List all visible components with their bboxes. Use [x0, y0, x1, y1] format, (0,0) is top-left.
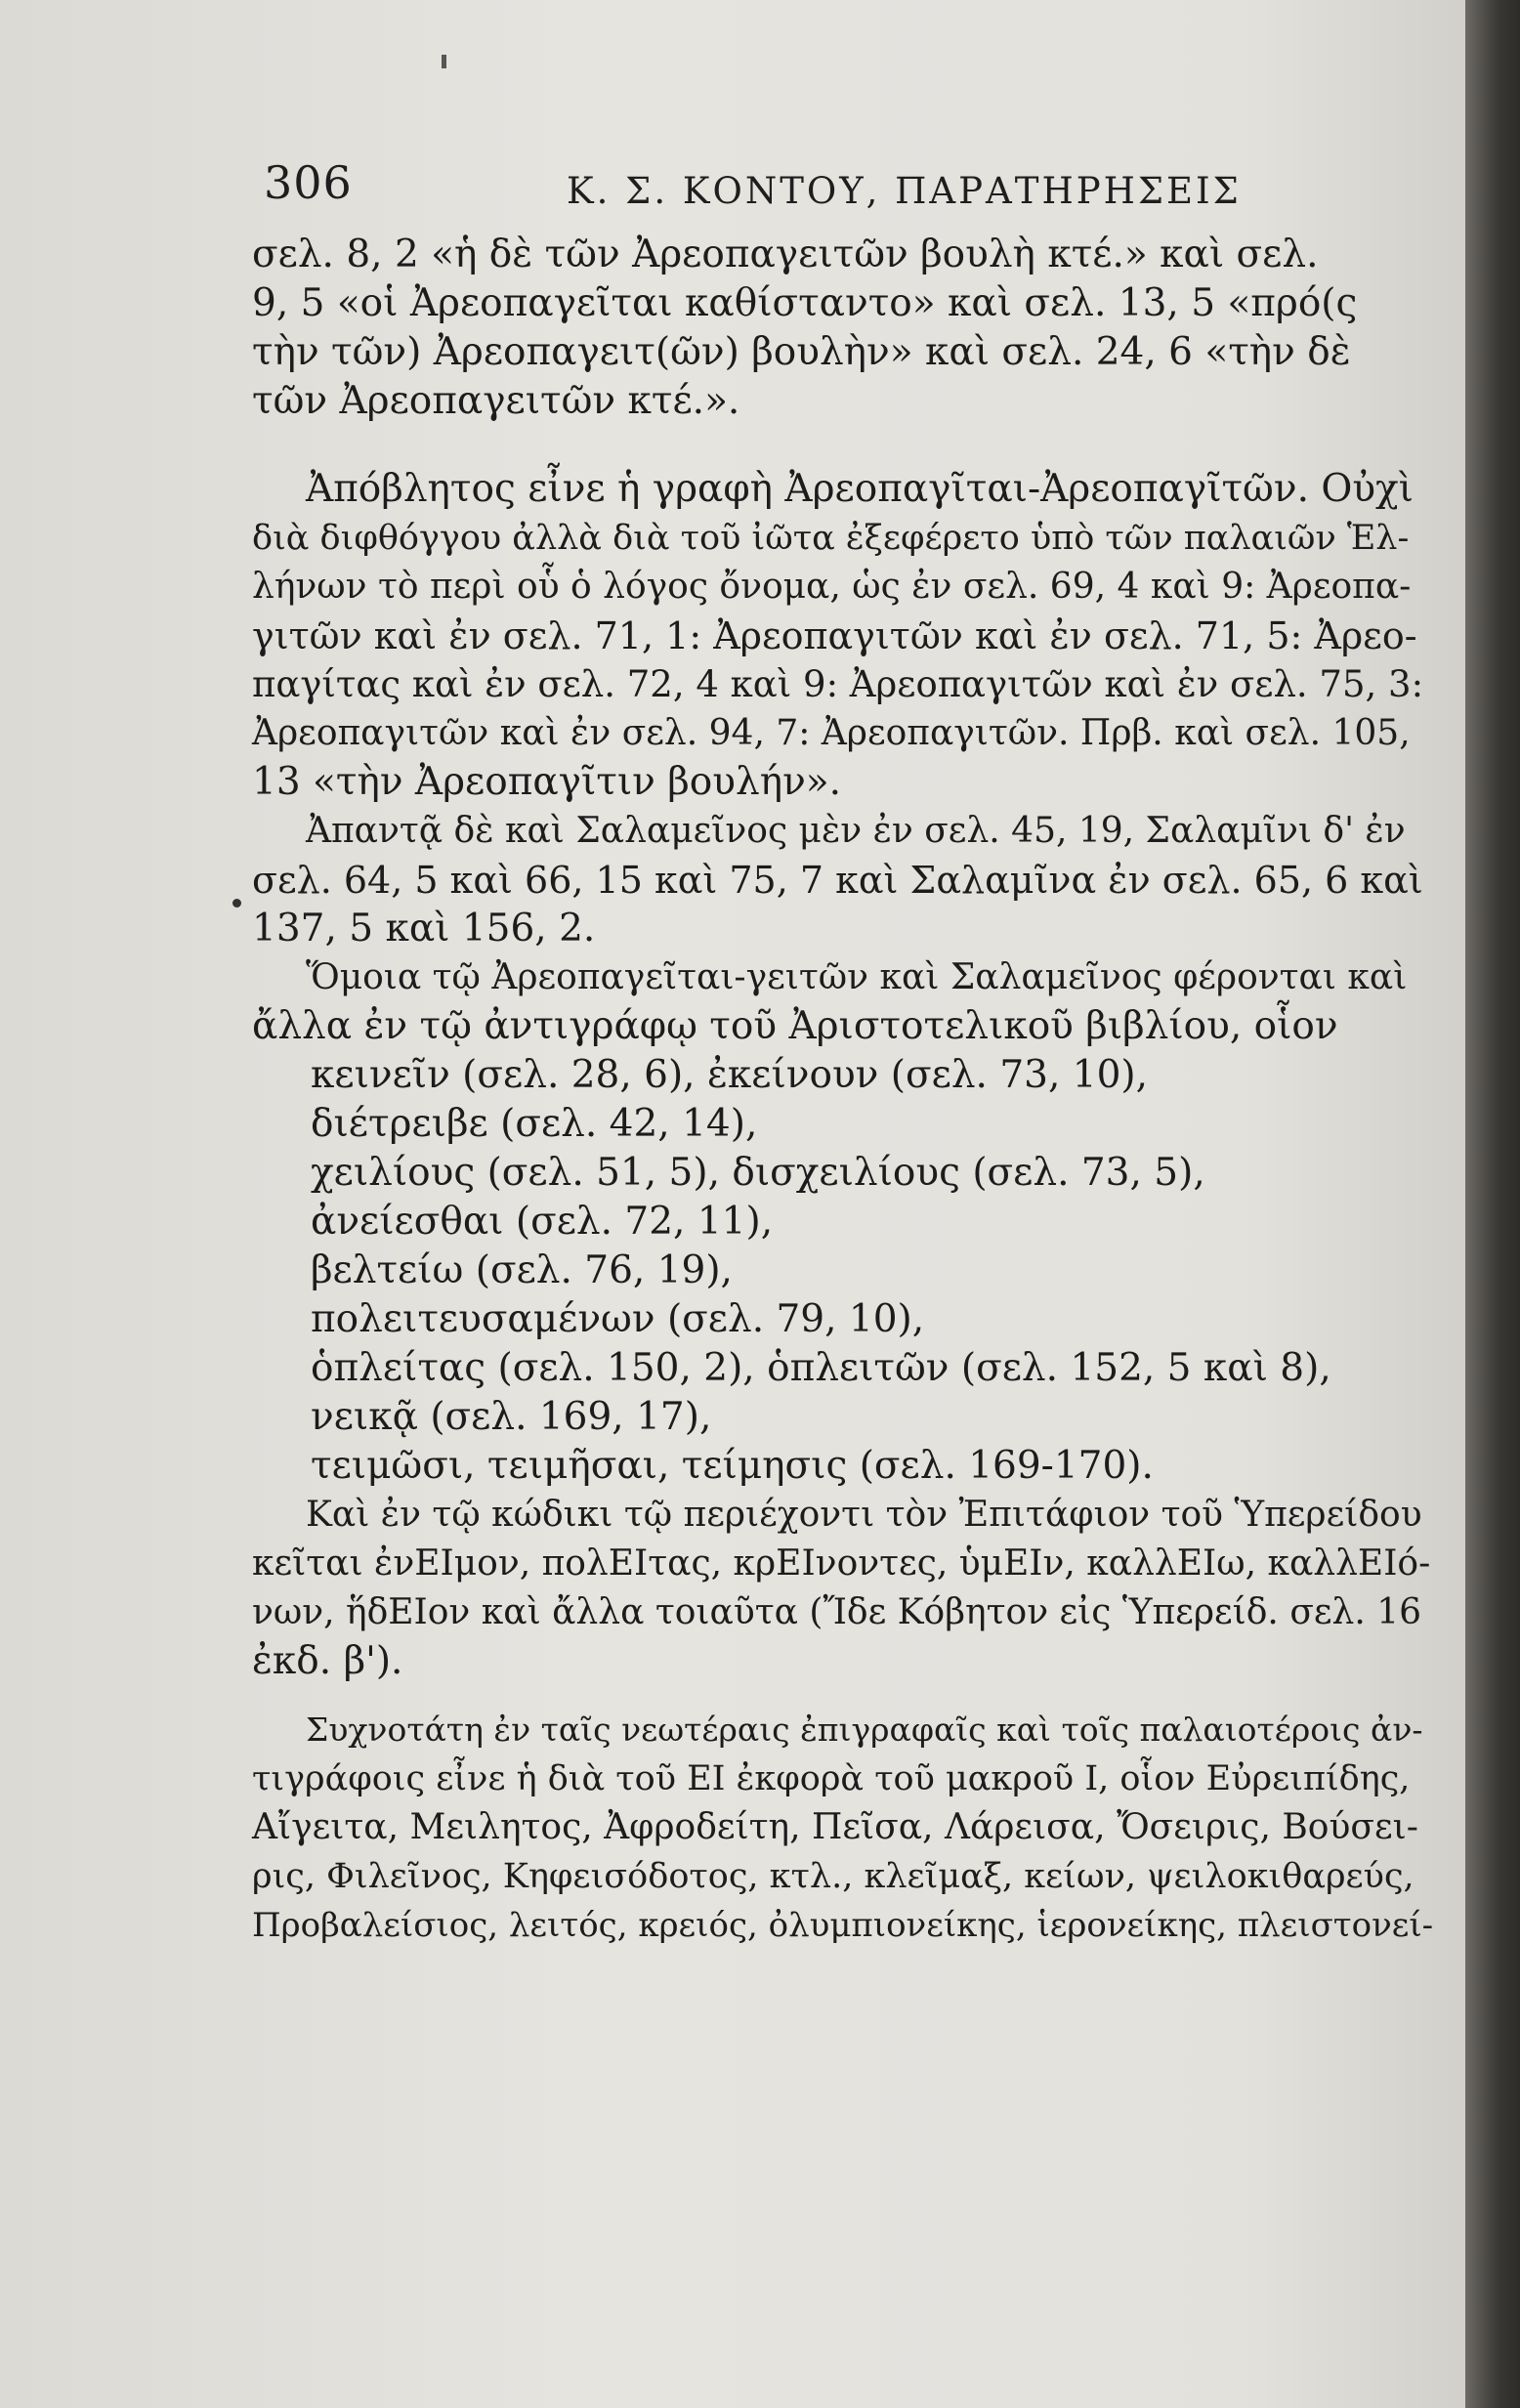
text-line: Συχνοτάτη ἐν ταῖς νεωτέραις ἐπιγραφαῖς καὶ τοῖς παλαιοτέροις ἀν-	[306, 1711, 1423, 1749]
paragraph	[252, 465, 1434, 807]
paragraph	[252, 953, 1434, 1491]
text-line: Ἀπόβλητος εἶνε ἡ γραφὴ Ἀρεοπαγῖται-Ἀρεοπαγῖτῶν. Οὐχὶ	[306, 467, 1414, 511]
text-line: 13 «τὴν Ἀρεοπαγῖτιν βουλήν».	[252, 760, 842, 804]
text-line: Ἀπαντᾷ δὲ καὶ Σαλαμεῖνος μὲν ἐν σελ. 45, 19, Σαλαμῖνι δ' ἐν	[306, 811, 1406, 851]
text-line: τὴν τῶν) Ἀρεοπαγειτ(ῶν) βουλὴν» καὶ σελ. 24, 6 «τὴν δὲ	[252, 330, 1351, 374]
text-line: ἄλλα ἐν τῷ ἀντιγράφῳ τοῦ Ἀριστοτελικοῦ βιβλίου, οἷον	[252, 1004, 1338, 1048]
text-line: κεῖται ἐνΕΙμον, πολΕΙτας, κρΕΙνοντες, ὑμΕΙν, καλλΕΙω, καλλΕΙό-	[252, 1543, 1431, 1584]
text-line: 9, 5 «οἱ Ἀρεοπαγεῖται καθίσταντο» καὶ σελ. 13, 5 «πρό(ς	[252, 281, 1358, 325]
quoted-form: χειλίους (σελ. 51, 5), δισχειλίους (σελ. 73, 5),	[311, 1151, 1205, 1195]
text-line: ἐκδ. β').	[252, 1639, 403, 1683]
text-line: Αἴγειτα, Μειλητος, Ἀφροδείτη, Πεῖσα, Λάρεισα, Ὄσειρις, Βούσει-	[252, 1807, 1418, 1847]
quoted-form: τειμῶσι, τειμῆσαι, τείμησις (σελ. 169-170).	[311, 1444, 1154, 1488]
text-line: ρις, Φιλεῖνος, Κηφεισόδοτος, κτλ., κλεῖμαξ, κείων, ψειλοκιθαρεύς,	[252, 1857, 1414, 1896]
page-number: 306	[264, 156, 353, 209]
quoted-form: ἀνείεσθαι (σελ. 72, 11),	[311, 1200, 774, 1244]
page-header	[264, 147, 1436, 225]
text-line: Καὶ ἐν τῷ κώδικι τῷ περιέχοντι τὸν Ἐπιτάφιον τοῦ Ὑπερείδου	[306, 1495, 1422, 1535]
text-line: διὰ διφθόγγου ἀλλὰ διὰ τοῦ ἰῶτα ἐξεφέρετο ὑπὸ τῶν παλαιῶν Ἑλ-	[252, 519, 1410, 558]
text-line: παγίτας καὶ ἐν σελ. 72, 4 καὶ 9: Ἀρεοπαγιτῶν καὶ ἐν σελ. 75, 3:	[252, 663, 1424, 705]
text-line: τῶν Ἀρεοπαγειτῶν κτέ.».	[252, 379, 740, 423]
paragraph	[252, 231, 1434, 426]
margin-mark	[232, 899, 241, 908]
page-edge-shadow	[1465, 0, 1520, 2408]
text-line: λήνων τὸ περὶ οὗ ὁ λόγος ὄνομα, ὡς ἐν σελ. 69, 4 καὶ 9: Ἀρεοπα-	[252, 567, 1412, 607]
text-line: σελ. 8, 2 «ἡ δὲ τῶν Ἀρεοπαγειτῶν βουλὴ κτέ.» καὶ σελ.	[252, 232, 1319, 276]
text-line: 137, 5 καὶ 156, 2.	[252, 907, 596, 951]
quoted-form: νεικᾷ (σελ. 169, 17),	[311, 1395, 712, 1439]
quoted-form: διέτρειβε (σελ. 42, 14),	[311, 1102, 758, 1146]
text-line: σελ. 64, 5 καὶ 66, 15 καὶ 75, 7 καὶ Σαλαμῖνα ἐν σελ. 65, 6 καὶ	[252, 859, 1423, 902]
text-line: Ὅμοια τῷ Ἀρεοπαγεῖται-γειτῶν καὶ Σαλαμεῖνος φέρονται καὶ	[306, 957, 1408, 997]
paragraph	[252, 1491, 1434, 1686]
quoted-form: βελτείω (σελ. 76, 19),	[311, 1248, 733, 1292]
quoted-form: ὁπλείτας (σελ. 150, 2), ὁπλειτῶν (σελ. 152, 5 καὶ 8),	[311, 1346, 1331, 1390]
quoted-form: κεινεῖν (σελ. 28, 6), ἐκείνουν (σελ. 73, 10),	[311, 1053, 1148, 1097]
paragraph	[252, 807, 1434, 953]
text-line: Προβαλείσιος, λειτός, κρειός, ὀλυμπιονείκης, ἱερονείκης, πλειστονεί-	[252, 1906, 1434, 1945]
text-line: τιγράφοις εἶνε ἡ διὰ τοῦ ΕΙ ἐκφορὰ τοῦ μακροῦ Ι, οἷον Εὐρειπίδης,	[252, 1759, 1411, 1798]
text-line: Ἀρεοπαγιτῶν καὶ ἐν σελ. 94, 7: Ἀρεοπαγιτῶν. Πρβ. καὶ σελ. 105,	[252, 713, 1411, 753]
running-head: Κ. Σ. ΚΟΝΤΟΥ, ΠΑΡΑΤΗΡΗΣΕΙΣ	[567, 170, 1242, 212]
paragraph	[252, 1706, 1434, 1950]
quoted-form: πολειτευσαμένων (σελ. 79, 10),	[311, 1297, 925, 1341]
text-line: νων, ἥδΕΙον καὶ ἄλλα τοιαῦτα (Ἴδε Κόβητον εἰς Ὑπερείδ. σελ. 16	[252, 1592, 1422, 1632]
body-text	[252, 231, 1434, 1950]
text-line: γιτῶν καὶ ἐν σελ. 71, 1: Ἀρεοπαγιτῶν καὶ ἐν σελ. 71, 5: Ἀρεο-	[252, 614, 1417, 657]
ink-speck	[442, 55, 446, 68]
